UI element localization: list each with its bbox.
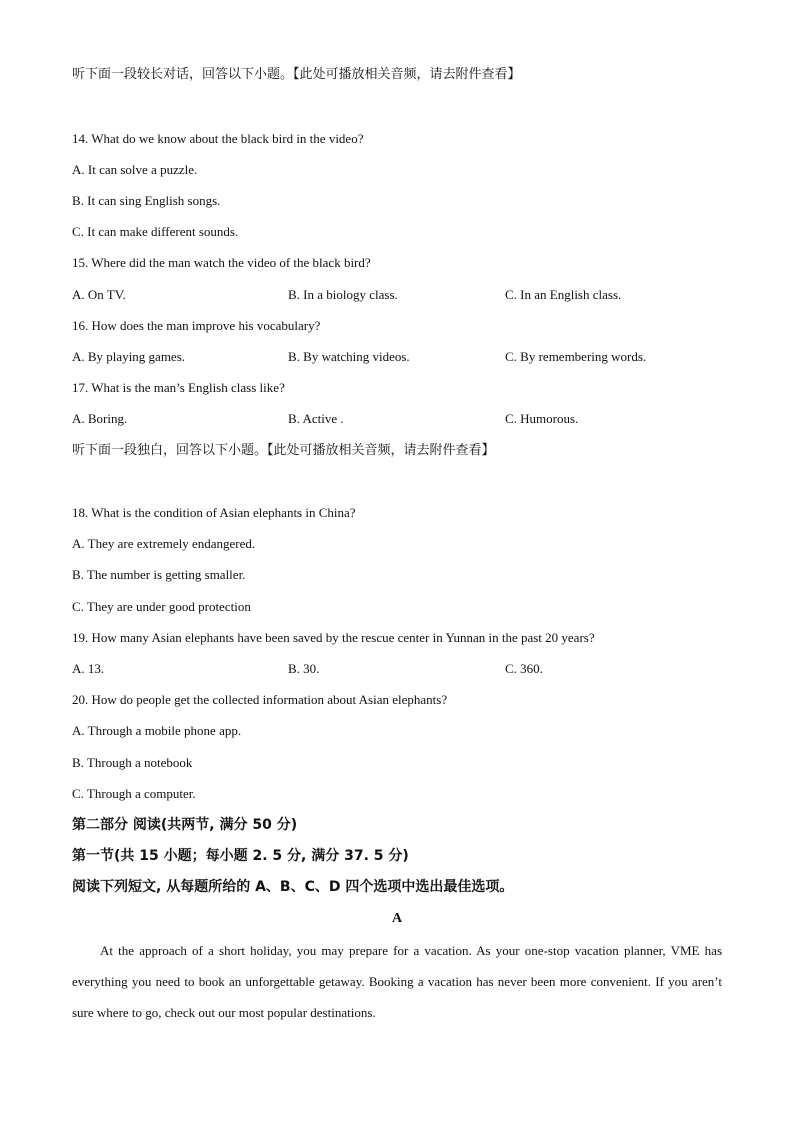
q15-option-c: C. In an English class.: [505, 287, 622, 302]
question-15: 15. Where did the man watch the video of the black bird?: [72, 255, 371, 270]
q14-option-b: B. It can sing English songs.: [72, 193, 221, 208]
q18-option-b: B. The number is getting smaller.: [72, 567, 246, 582]
reading-instruction: 阅读下列短文, 从每题所给的 A、B、C、D 四个选项中选出最佳选项。: [72, 879, 514, 895]
q14-option-c: C. It can make different sounds.: [72, 224, 239, 239]
q17-option-b: B. Active .: [288, 411, 344, 426]
listening-section-intro-1: 听下面一段较长对话，回答以下小题。【此处可播放相关音频，请去附件查看】: [72, 67, 521, 82]
question-14: 14. What do we know about the black bird in the video?: [72, 131, 364, 146]
q20-option-b: B. Through a notebook: [72, 755, 193, 770]
part-2-title: 第二部分 阅读(共两节, 满分 50 分): [72, 817, 298, 833]
question-17: 17. What is the man’s English class like?: [72, 380, 285, 395]
question-18: 18. What is the condition of Asian elephants in China?: [72, 505, 356, 520]
q17-option-c: C. Humorous.: [505, 411, 579, 426]
q16-option-c: C. By remembering words.: [505, 349, 647, 364]
q18-option-a: A. They are extremely endangered.: [72, 536, 256, 551]
question-19: 19. How many Asian elephants have been saved by the rescue center in Yunnan in the past 20 years?: [72, 630, 595, 645]
q19-option-b: B. 30.: [288, 661, 320, 676]
q16-option-a: A. By playing games.: [72, 349, 186, 364]
listening-section-intro-2: 听下面一段独白，回答以下小题。【此处可播放相关音频，请去附件查看】: [72, 443, 495, 458]
passage-label: A: [391, 911, 403, 926]
passage-a-text: At the approach of a short holiday, you may prepare for a vacation. As your one-stop vacation planner, VME has everything you need to book an unforgettable getaway. Booking a vacation has never been more convenient. If you aren’t sure where to go, check out our most popular destinations.: [72, 943, 722, 1020]
q14-option-a: A. It can solve a puzzle.: [72, 162, 198, 177]
q16-option-b: B. By watching videos.: [288, 349, 410, 364]
q15-option-b: B. In a biology class.: [288, 287, 398, 302]
q19-option-a: A. 13.: [72, 661, 105, 676]
q19-option-c: C. 360.: [505, 661, 543, 676]
section-1-title: 第一节(共 15 小题；每小题 2. 5 分, 满分 37. 5 分): [72, 848, 409, 864]
q18-option-c: C. They are under good protection: [72, 599, 251, 614]
q20-option-a: A. Through a mobile phone app.: [72, 723, 242, 738]
question-20: 20. How do people get the collected information about Asian elephants?: [72, 692, 448, 707]
q17-option-a: A. Boring.: [72, 411, 128, 426]
question-16: 16. How does the man improve his vocabulary?: [72, 318, 321, 333]
q20-option-c: C. Through a computer.: [72, 786, 196, 801]
q15-option-a: A. On TV.: [72, 287, 126, 302]
